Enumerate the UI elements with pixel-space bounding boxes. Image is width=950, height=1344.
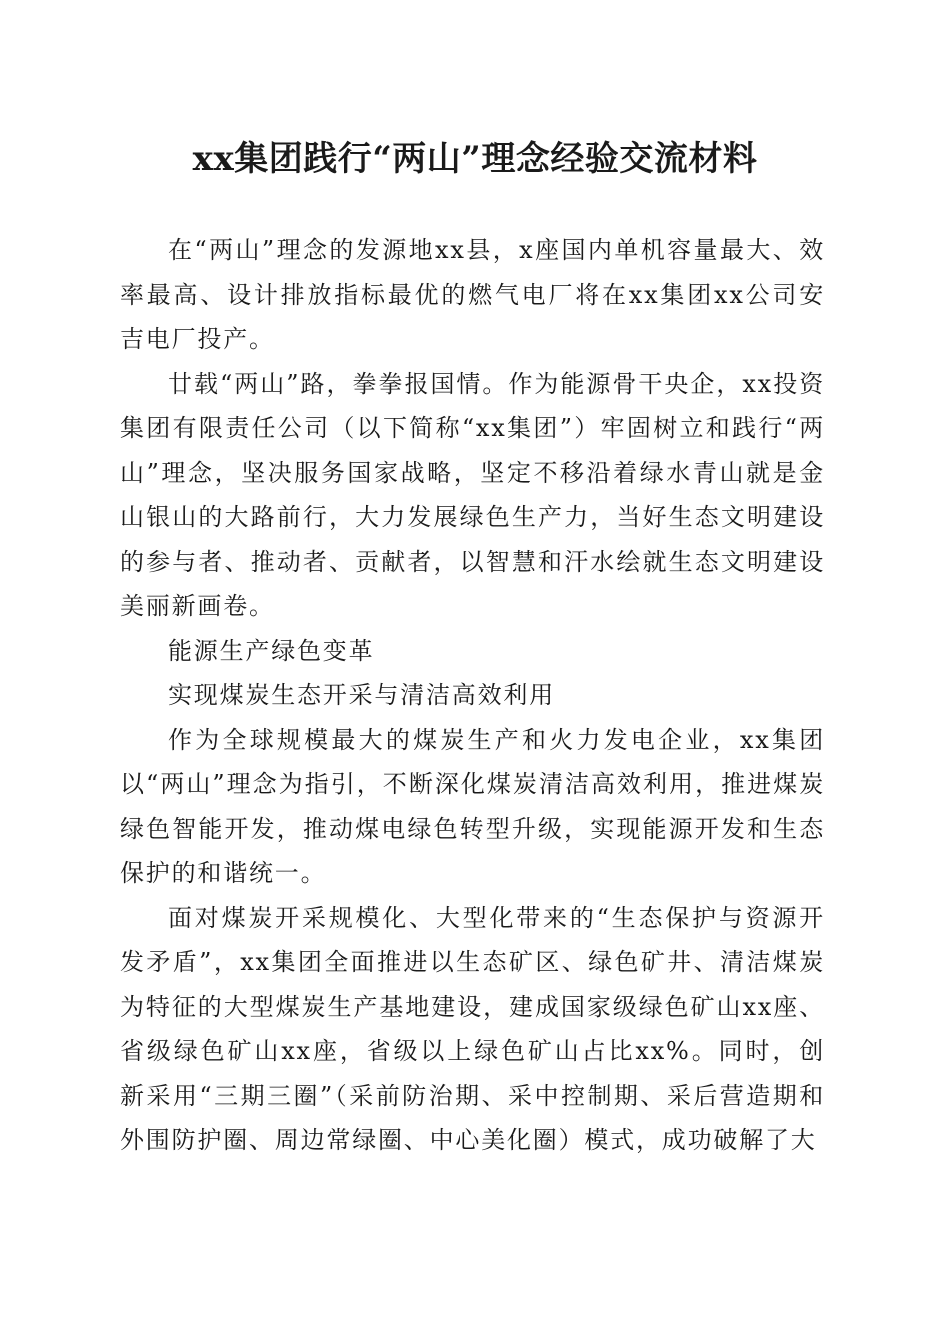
- subsection-heading: 实现煤炭生态开采与清洁高效利用: [168, 681, 555, 709]
- section-heading: 能源生产绿色变革: [168, 636, 375, 665]
- paragraph-intro: 在“两山”理念的发源地xx县，x座国内单机容量最大、效率最高、设计排放指标最优的燃气电厂将在xx集团xx公司安吉电厂投产。: [120, 236, 825, 353]
- document-body: [120, 228, 825, 1163]
- paragraph-coal-utilization: 作为全球规模最大的煤炭生产和火力发电企业，xx集团以“两山”理念为指引，不断深化煤炭清洁高效利用，推进煤炭绿色智能开发，推动煤电绿色转型升级，实现能源开发和生态保护的和谐统一。: [120, 725, 825, 887]
- paragraph-green-mines: 面对煤炭开采规模化、大型化带来的“生态保护与资源开发矛盾”，xx集团全面推进以生态矿区、绿色矿井、清洁煤炭为特征的大型煤炭生产基地建设，建成国家级绿色矿山xx座、省级绿色矿山xx座，省级以上绿色矿山占比xx%。同时，创新采用“三期三圈”（采前防治期、采中控制期、采后营造期和外围防护圈、周边常绿圈、中心美化圈）模式，成功破解了大: [120, 903, 825, 1154]
- document-title: xx集团践行“两山”理念经验交流材料: [192, 139, 758, 179]
- paragraph-overview: 廿载“两山”路，拳拳报国情。作为能源骨干央企，xx投资集团有限责任公司（以下简称“xx集团”）牢固树立和践行“两山”理念，坚决服务国家战略，坚定不移沿着绿水青山就是金山银山的大路前行，大力发展绿色生产力，当好生态文明建设的参与者、推动者、贡献者，以智慧和汗水绘就生态文明建设美丽新画卷。: [120, 369, 825, 620]
